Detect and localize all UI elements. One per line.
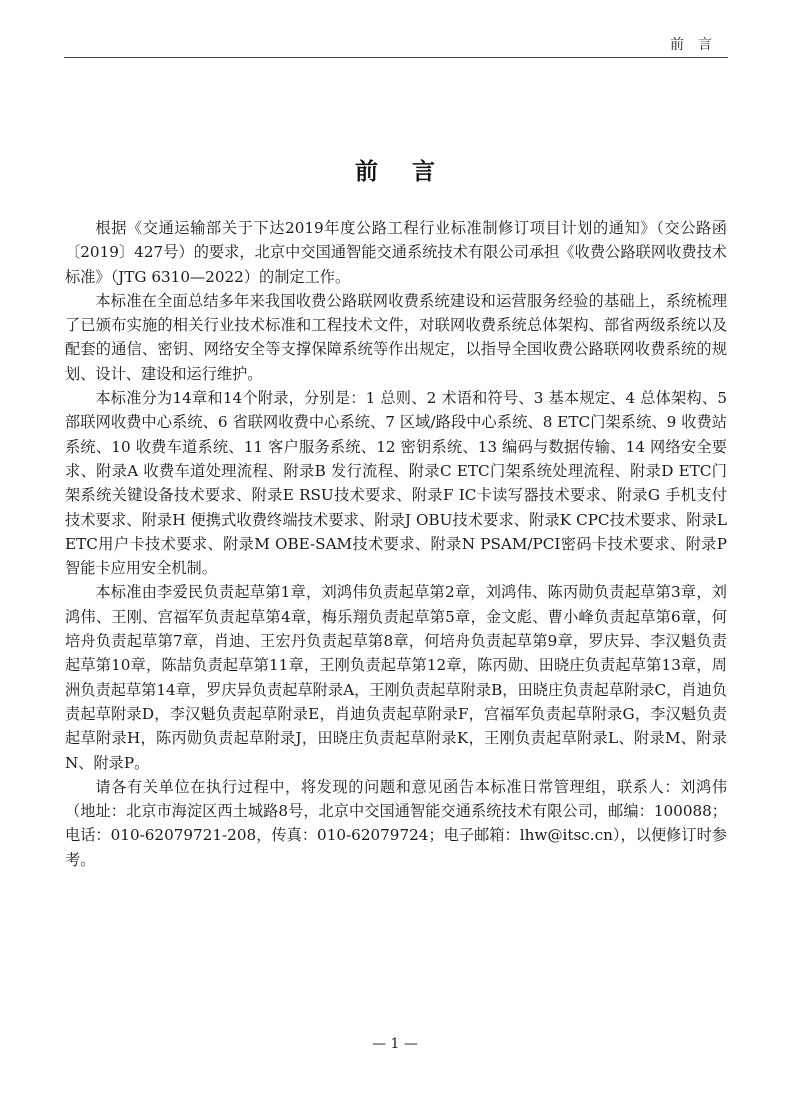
page-number: — 1 —	[372, 1036, 418, 1052]
paragraph-project-basis: 根据《交通运输部关于下达2019年度公路工程行业标准制修订项目计划的通知》（交公路函〔2019〕427号）的要求，北京中交国通智能交通系统技术有限公司承担《收费公路联网收费技术标准》（JTG 6310—2022）的制定工作。	[65, 219, 727, 286]
page-title: 前言	[355, 159, 469, 186]
running-header: 前言	[670, 37, 726, 53]
paragraph-drafters: 本标准由李爱民负责起草第1章，刘鸿伟负责起草第2章，刘鸿伟、陈丙勋负责起草第3章，刘鸿伟、王刚、宫福军负责起草第4章，梅乐翔负责起草第5章，金文彪、曹小峰负责起草第6章，何培舟负责起草第7章，肖迪、王宏丹负责起草第8章，何培舟负责起草第9章，罗庆异、李汉魁负责起草第10章，陈喆负责起草第11章，王刚负责起草第12章，陈丙勋、田晓庄负责起草第13章，周洲负责起草第14章，罗庆异负责起草附录A，王刚负责起草附录B，田晓庄负责起草附录C，肖迪负责起草附录D，李汉魁负责起草附录E，肖迪负责起草附录F，宫福军负责起草附录G，李汉魁负责起草附录H，陈丙勋负责起草附录J，田晓庄负责起草附录K，王刚负责起草附录L、附录M、附录N、附录P。	[65, 583, 727, 772]
header-rule	[64, 57, 728, 58]
preface-body	[65, 216, 727, 872]
paragraph-contact: 请各有关单位在执行过程中，将发现的问题和意见函告本标准日常管理组，联系人：刘鸿伟（地址：北京市海淀区西土城路8号，北京中交国通智能交通系统技术有限公司，邮编：100088；电话：010-62079721-208，传真：010-62079724；电子邮箱：lhw@itsc.cn），以便修订时参考。	[65, 777, 727, 869]
paragraph-structure: 本标准分为14章和14个附录，分别是：1 总则、2 术语和符号、3 基本规定、4 总体架构、5 部联网收费中心系统、6 省联网收费中心系统、7 区域/路段中心系统、8 ETC门架系统、9 收费站系统、10 收费车道系统、11 客户服务系统、12 密钥系统、13 编码与数据传输、14 网络安全要求、附录A 收费车道处理流程、附录B 发行流程、附录C ETC门架系统处理流程、附录D ETC门架系统关键设备技术要求、附录E RSU技术要求、附录F IC卡读写器技术要求、附录G 手机支付技术要求、附录H 便携式收费终端技术要求、附录J OBU技术要求、附录K CPC技术要求、附录L ETC用户卡技术要求、附录M OBE-SAM技术要求、附录N PSAM/PCI密码卡技术要求、附录P 智能卡应用安全机制。	[65, 389, 727, 578]
paragraph-scope: 本标准在全面总结多年来我国收费公路联网收费系统建设和运营服务经验的基础上，系统梳理了已颁布实施的相关行业技术标准和工程技术文件，对联网收费系统总体架构、部省两级系统以及配套的通信、密钥、网络安全等支撑保障系统等作出规定，以指导全国收费公路联网收费系统的规划、设计、建设和运行维护。	[65, 291, 727, 383]
